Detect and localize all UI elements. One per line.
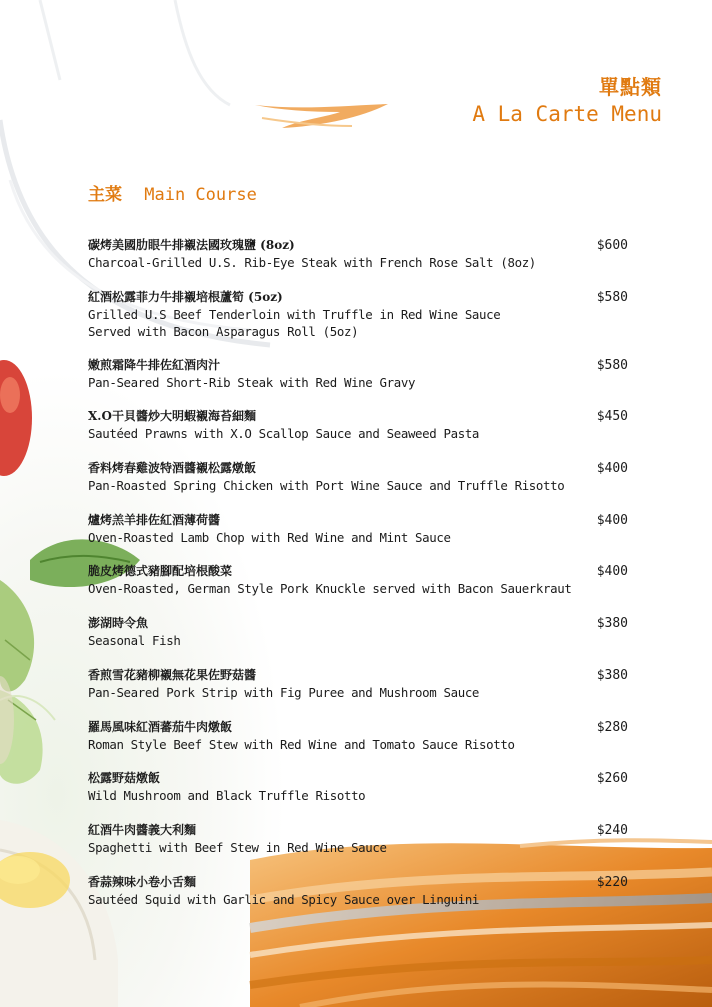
dish-name-english: Spaghetti with Beef Stew in Red Wine Sauce [88, 839, 387, 855]
menu-item [88, 769, 628, 821]
dish-price: $400 [596, 512, 628, 528]
dish-name-chinese: 紅酒牛肉醬義大利麵 [88, 822, 197, 837]
dish-name-english: Pan-Roasted Spring Chicken with Port Wine Sauce and Truffle Risotto [88, 478, 565, 494]
menu-header [472, 74, 662, 128]
dish-name-english: Pan-Seared Pork Strip with Fig Puree and Mushroom Sauce [88, 684, 480, 700]
dish-price: $380 [596, 616, 628, 632]
menu-item [88, 718, 628, 770]
dish-name-chinese: 爐烤羔羊排佐紅酒薄荷醬 [88, 512, 221, 527]
menu-item [88, 562, 628, 614]
menu-item [88, 356, 628, 408]
dish-name-english: Grilled U.S Beef Tenderloin with Truffle in Red Wine Sauce [88, 306, 501, 322]
dish-price: $400 [596, 564, 628, 580]
dish-name-chinese: 香煎雪花豬柳襯無花果佐野菇醬 [88, 667, 257, 682]
dish-price: $400 [596, 461, 628, 477]
dish-name-english: Seasonal Fish [88, 633, 181, 649]
menu-item [88, 821, 628, 873]
menu-title-english: A La Carte Menu [472, 102, 662, 126]
dish-name-chinese: 脆皮烤德式豬腳配培根酸菜 [88, 564, 233, 579]
dish-name-chinese: 碳烤美國肋眼牛排襯法國玫瑰鹽 (8oz) [88, 238, 295, 252]
dish-name-chinese: 松露野菇燉飯 [88, 771, 161, 786]
menu-item [88, 873, 628, 925]
dish-price: $450 [596, 409, 628, 425]
menu-item [88, 288, 628, 356]
menu-item [88, 511, 628, 563]
menu-item [88, 459, 628, 511]
dish-name-english: Sautéed Squid with Garlic and Spicy Sauce over Linguini [88, 891, 480, 907]
dish-name-chinese: 羅馬風味紅酒蕃茄牛肉燉飯 [88, 719, 233, 734]
dish-name-chinese: 澎湖時令魚 [88, 616, 149, 631]
dish-name-english: Oven-Roasted, German Style Pork Knuckle served with Bacon Sauerkraut [88, 581, 572, 597]
section-heading-main-course [88, 180, 257, 205]
dish-price: $600 [596, 238, 628, 253]
dish-price: $260 [596, 771, 628, 787]
dish-price: $240 [596, 822, 628, 838]
dish-name-english: Roman Style Beef Stew with Red Wine and Tomato Sauce Risotto [88, 736, 515, 752]
dish-name-english: Charcoal-Grilled U.S. Rib-Eye Steak with French Rose Salt (8oz) [88, 255, 536, 270]
dish-name-chinese: X.O干貝醬炒大明蝦襯海苔細麵 [88, 409, 256, 424]
menu-item [88, 666, 628, 718]
menu-item [88, 236, 628, 288]
dish-name-chinese: 紅酒松露菲力牛排襯培根蘆筍 (5oz) [88, 289, 283, 304]
section-title-chinese: 主菜 [88, 185, 122, 205]
dish-name-english: Pan-Seared Short-Rib Steak with Red Wine Gravy [88, 374, 416, 390]
dish-price: $280 [596, 719, 628, 735]
dish-name-chinese: 嫩煎霜降牛排佐紅酒肉汁 [88, 357, 221, 372]
dish-price: $380 [596, 667, 628, 683]
section-title-english: Main Course [144, 185, 257, 205]
dish-price: $220 [596, 874, 628, 890]
menu-item [88, 407, 628, 459]
menu-title-chinese: 單點類 [599, 75, 662, 99]
menu-item [88, 614, 628, 666]
dish-name-english: Oven-Roasted Lamb Chop with Red Wine and Mint Sauce [88, 529, 451, 545]
brush-stroke-decoration [255, 104, 388, 128]
menu-list [88, 236, 628, 924]
dish-name-chinese: 香料烤春雞波特酒醬襯松露燉飯 [88, 461, 257, 476]
dish-price: $580 [596, 357, 628, 373]
dish-name-english: Wild Mushroom and Black Truffle Risotto [88, 788, 366, 804]
dish-price: $580 [596, 289, 628, 305]
dish-name-chinese: 香蒜辣味小卷小舌麵 [88, 874, 197, 889]
dish-name-english-line-2: Served with Bacon Asparagus Roll (5oz) [88, 323, 359, 339]
dish-name-english: Sautéed Prawns with X.O Scallop Sauce and Seaweed Pasta [88, 426, 480, 442]
